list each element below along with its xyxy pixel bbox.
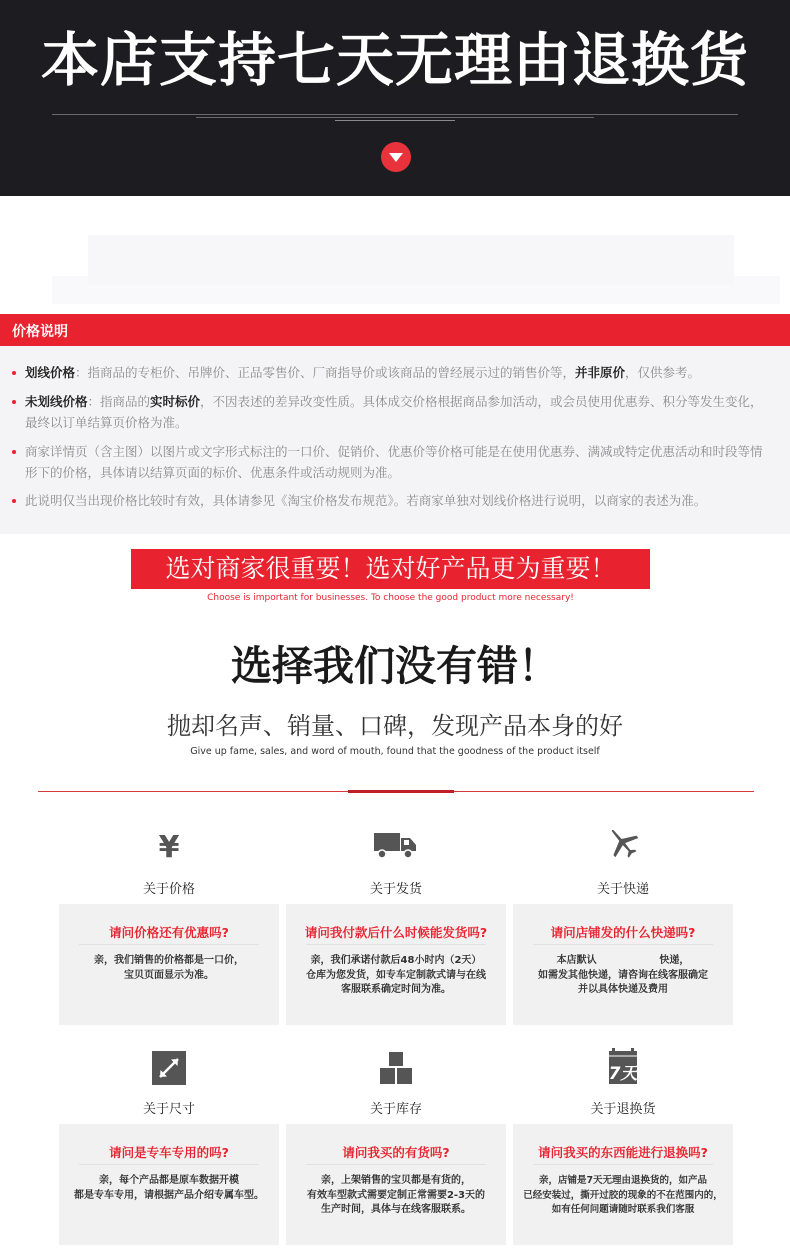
faq-label: 关于发货 bbox=[369, 882, 422, 897]
faq-separator bbox=[306, 944, 486, 945]
faq-return bbox=[513, 1046, 733, 1251]
svg-text:¥: ¥ bbox=[158, 830, 180, 863]
faq-card bbox=[513, 904, 733, 1025]
price-item-emphasis: 实时标价 bbox=[150, 394, 201, 409]
faq-card bbox=[286, 1124, 506, 1245]
faq-answer: 亲，我们承诺付款后48小时内（2天） 仓库为您发货，如专车定制款式请与在线 客服联系确定时间为准。 bbox=[306, 955, 486, 995]
price-item bbox=[12, 362, 772, 383]
faq-courier bbox=[513, 820, 733, 1025]
price-item bbox=[12, 441, 772, 483]
faq-separator bbox=[79, 1164, 259, 1165]
bullet-icon bbox=[12, 371, 16, 375]
faq-question: 请问是专车专用的吗? bbox=[109, 1145, 229, 1160]
section-divider-accent bbox=[348, 790, 454, 793]
faq-separator bbox=[306, 1164, 486, 1165]
banner-title: 本店支持七天无理由退换货 bbox=[40, 26, 749, 94]
svg-text:7天: 7天 bbox=[608, 1064, 638, 1084]
price-item bbox=[12, 490, 772, 511]
faq-answer: 亲，上架销售的宝贝都是有货的， 有效车型款式需要定制正常需要2-3天的 生产时间，具体与在线客服联系。 bbox=[306, 1175, 486, 1215]
price-item-text: 商家详情页（含主图）以图片或文字形式标注的一口价、促销价、优惠价等价格可能是在使用优惠券、满减或特定优惠活动和时段等情形下的价格，具体请以结算页面的标价、优惠条件或活动规则为准。 bbox=[25, 444, 763, 480]
faq-card bbox=[513, 1124, 733, 1245]
bullet-icon bbox=[12, 400, 16, 404]
section-title: 选择我们没有错！ bbox=[231, 642, 559, 690]
faq-shipping bbox=[286, 820, 506, 1025]
bullet-icon bbox=[12, 450, 16, 454]
section-subtitle: 抛却名声、销量、口碑，发现产品本身的好 bbox=[167, 712, 623, 740]
airplane-icon bbox=[605, 825, 641, 861]
price-explanation-header bbox=[0, 314, 790, 346]
banner-divider bbox=[52, 114, 738, 115]
section-subtitle-english: Give up fame, sales, and word of mouth, found that the goodness of the product itself bbox=[190, 746, 600, 757]
faq-card bbox=[59, 904, 279, 1025]
faq-separator bbox=[79, 944, 259, 945]
faq-answer: 亲，我们销售的价格都是一口价， 宝贝页面显示为准。 bbox=[94, 955, 244, 981]
faq-label: 关于快递 bbox=[596, 882, 649, 897]
banner-divider bbox=[335, 120, 455, 121]
price-item-text: ：指商品的专柜价、吊牌价、正品零售价、厂商指导价或该商品的曾经展示过的销售价等， bbox=[75, 365, 576, 380]
price-item bbox=[12, 391, 772, 433]
faq-price bbox=[59, 820, 279, 1025]
bullet-icon bbox=[12, 499, 16, 503]
price-item-text: ：指商品的 bbox=[87, 394, 151, 409]
price-explanation-body bbox=[0, 346, 790, 534]
price-item-emphasis: 并非原价 bbox=[575, 365, 626, 380]
faq-question: 请问我付款后什么时候能发货吗? bbox=[304, 925, 488, 940]
faq-question: 请问价格还有优惠吗? bbox=[109, 925, 229, 940]
faq-card bbox=[286, 904, 506, 1025]
faq-question: 请问我买的有货吗? bbox=[342, 1145, 450, 1160]
chevron-down-icon bbox=[381, 142, 411, 172]
faq-label: 关于价格 bbox=[142, 882, 195, 897]
banner-divider bbox=[196, 117, 594, 118]
header-banner bbox=[0, 0, 790, 196]
faq-size bbox=[59, 1046, 279, 1251]
faq-question: 请问我买的东西能进行退换吗? bbox=[538, 1145, 708, 1160]
blank-area bbox=[88, 235, 734, 285]
price-item-term: 未划线价格 bbox=[25, 394, 88, 409]
faq-separator bbox=[533, 1164, 713, 1165]
price-item-text: ，仅供参考。 bbox=[625, 365, 701, 380]
price-explanation-title: 价格说明 bbox=[12, 324, 68, 340]
truck-icon bbox=[372, 827, 418, 863]
slogan-banner bbox=[131, 549, 650, 589]
faq-answer: 亲，每个产品都是原车数据开模 都是专车专用，请根据产品介绍专属车型。 bbox=[74, 1175, 264, 1201]
faq-stock bbox=[286, 1046, 506, 1251]
price-item-text: 此说明仅当出现价格比较时有效，具体请参见《淘宝价格发布规范》。若商家单独对划线价格进行说明，以商家的表述为准。 bbox=[25, 493, 707, 508]
faq-label: 关于退换货 bbox=[590, 1102, 656, 1117]
faq-separator bbox=[533, 944, 713, 945]
faq-card bbox=[59, 1124, 279, 1245]
resize-icon bbox=[151, 1050, 187, 1086]
boxes-icon bbox=[378, 1050, 414, 1086]
faq-question: 请问店铺发的什么快递吗? bbox=[550, 925, 696, 940]
seven-days-icon bbox=[605, 1048, 641, 1084]
slogan-text: 选对商家很重要！选对好产品更为重要！ bbox=[165, 554, 616, 583]
faq-answer: 本店默认 快递， 如需发其他快递，请咨询在线客服确定 并以具体快递及费用 bbox=[538, 955, 708, 995]
faq-label: 关于库存 bbox=[369, 1102, 422, 1117]
faq-label: 关于尺寸 bbox=[142, 1102, 195, 1117]
faq-answer: 亲，店铺是7天无理由退换货的，如产品 已经安装过，撕开过胶的现象的不在范围内的， 如有任何问题请随时联系我们客服 bbox=[523, 1175, 723, 1215]
yen-icon bbox=[151, 827, 187, 863]
price-item-term: 划线价格 bbox=[25, 365, 76, 380]
slogan-english: Choose is important for businesses. To choose the good product more necessary! bbox=[207, 593, 574, 603]
price-item-text: ，不因表述的差异改变性质。具体成交价格根据商品参加活动，或会员使用优惠券、积分等发生变化，最终以订单结算页价格为准。 bbox=[25, 394, 763, 430]
